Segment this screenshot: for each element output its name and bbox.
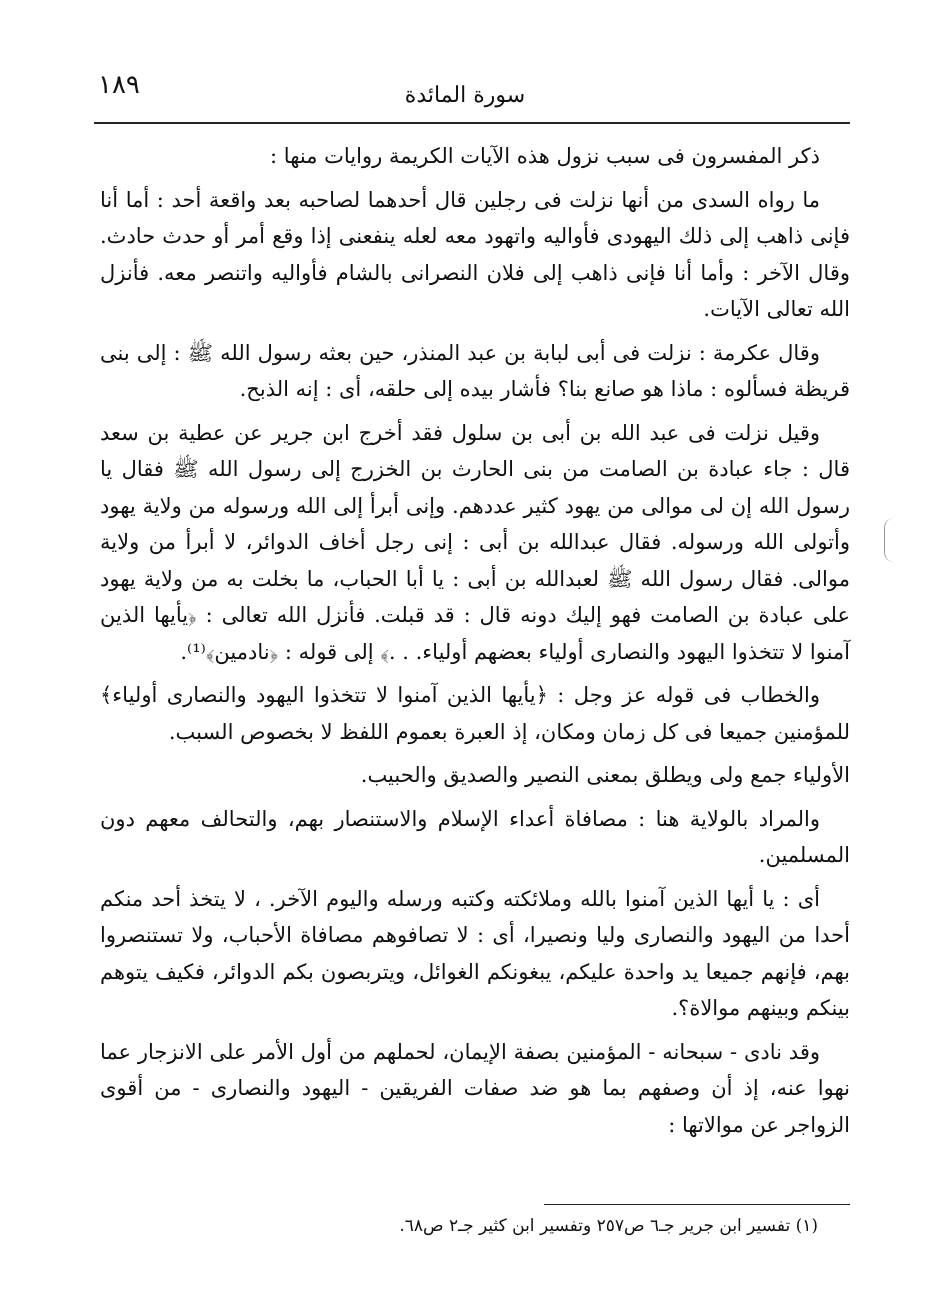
paragraph-meaning: أى : يا أيها الذين آمنوا بالله وملائكته وكتبه ورسله واليوم الآخر. ، لا يتخذ أحد منكم أحدا من اليهود والنصارى وليا ونصيرا، أى : لا تصافوهم مصافاة الأحباب، ولا تستنصروا بهم، فإنهم جميعا يد واحدة عليكم، يبغونكم الغوائل، ويتربصون بكم الدوائر، فكيف يتوهم بينكم وبينهم موالاة؟. <box>100 886 850 1020</box>
running-title: سورة المائدة <box>404 83 526 108</box>
paragraph-khitab: والخطاب فى قوله عز وجل : ﴿يأيها الذين آمنوا لا تتخذوا اليهود والنصارى أولياء﴾ للمؤمنين جميعا فى كل زمان ومكان، إذ العبرة بعموم اللفظ لا بخصوص السبب. <box>100 683 850 744</box>
margin-bracket-mark <box>884 518 899 562</box>
body-text <box>100 138 850 1143</box>
paragraph-suddi: ما رواه السدى من أنها نزلت فى رجلين قال أحدهما لصاحبه بعد واقعة أحد : أما أنا فإنى ذاهب إلى ذلك اليهودى فأواليه واتهود معه لعله ينفعنى إذا وقع أمر أو حدث حادث. وقال الآخر : وأما أنا فإنى ذاهب إلى فلان النصرانى بالشام فأواليه واتنصر معه. فأنزل الله تعالى الآيات. <box>100 187 850 321</box>
paragraph-ikrimah: وقال عكرمة : نزلت فى أبى لبابة بن عبد المنذر، حين بعثه رسول الله ﷺ : إلى بنى قريظة فسألوه : ماذا هو صانع بنا؟ فأشار بيده إلى حلقه، أى : إنه الذبح. <box>100 340 850 401</box>
header-rule <box>94 122 850 124</box>
paragraph-intro: ذكر المفسرون فى سبب نزول هذه الآيات الكريمة روايات منها : <box>270 144 820 168</box>
paragraph-ibn-ubayy: وقيل نزلت فى عبد الله بن أبى بن سلول فقد أخرج ابن جرير عن عطية بن سعد قال : جاء عبادة بن الصامت من بنى الحارث بن الخزرج إلى رسول الله ﷺ فقال يا رسول الله إن لى موالى من يهود كثير عددهم. وإنى أبرأ إلى الله ورسوله من ولاية يهود وأتولى الله ورسوله. فقال عبدالله بن أبى : إنى رجل أخاف الدوائر، لا أبرأ من ولاية موالى. فقال رسول الله ﷺ لعبدالله بن أبى : يا أبا الحباب، ما بخلت به من ولاية يهود على عبادة بن الصامت فهو إليك دونه قال : قد قبلت. فأنزل الله تعالى : ﴿يأيها الذين آمنوا لا تتخذوا اليهود والنصارى أولياء بعضهم أولياء. . .﴾ إلى قوله : ﴿نادمين﴾⁽¹⁾. <box>100 420 850 664</box>
page-number: ١٨٩ <box>98 70 140 100</box>
paragraph-nida: وقد نادى - سبحانه - المؤمنين بصفة الإيمان، لحملهم من أول الأمر على الانزجار عما نهوا عنه، إذ أن وصفهم بما هو ضد صفات الفريقين - اليهود والنصارى - من أقوى الزواجر عن موالاتها : <box>100 1039 850 1137</box>
footnote: (١) تفسير ابن جرير جـ٦ ص٢٥٧ وتفسير ابن كثير جـ٢ ص٦٨. <box>399 1216 818 1236</box>
paragraph-awliya: الأولياء جمع ولى ويطلق بمعنى النصير والصديق والحبيب. <box>360 763 850 787</box>
footnote-rule <box>544 1204 850 1205</box>
paragraph-wilayah: والمراد بالولاية هنا : مصافاة أعداء الإسلام والاستنصار بهم، والتحالف معهم دون المسلمين. <box>100 806 850 867</box>
